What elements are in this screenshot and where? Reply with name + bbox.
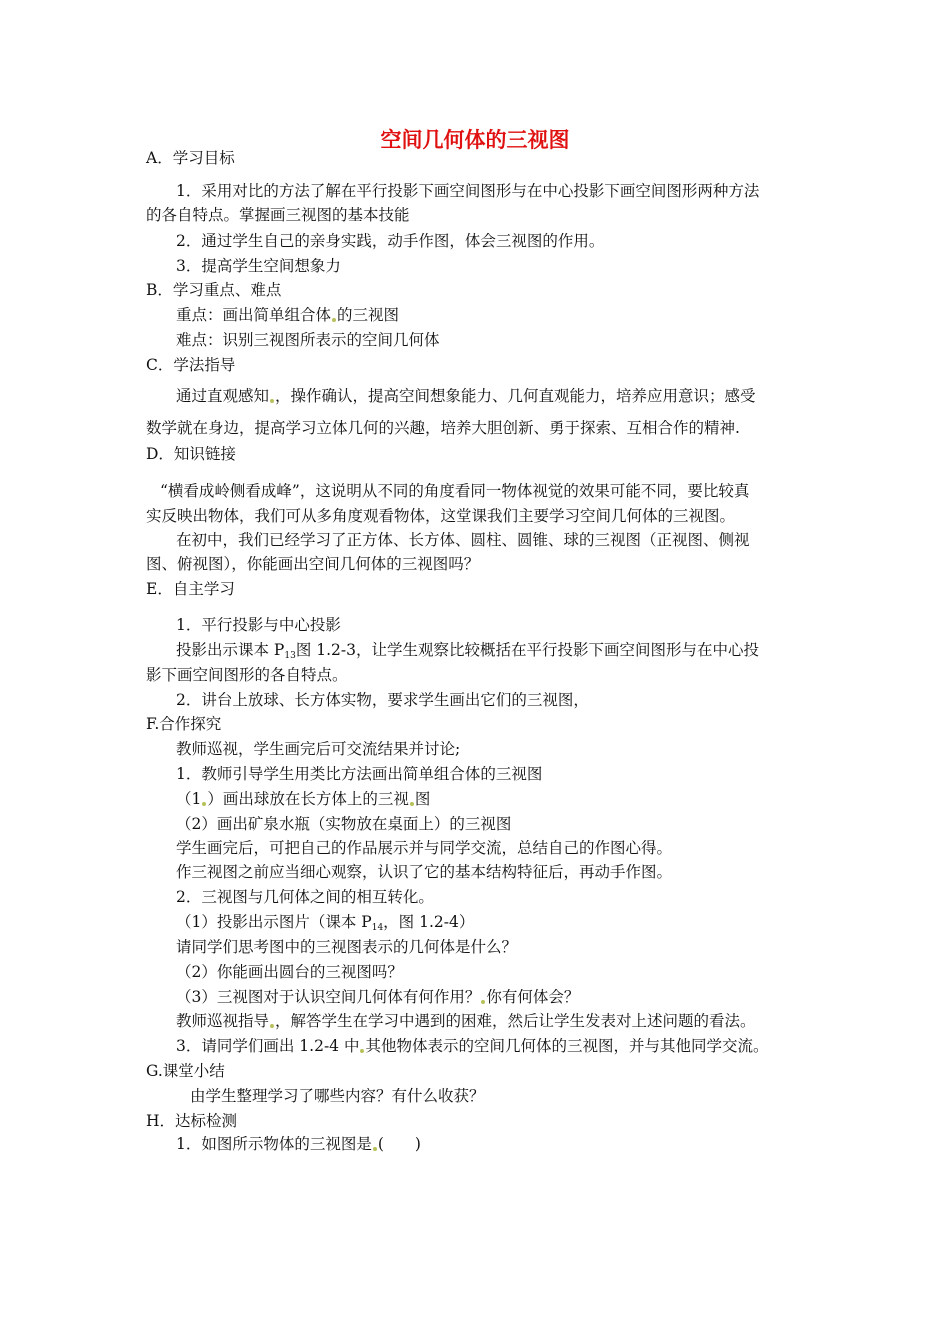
annotation-mark (373, 1147, 377, 1151)
paragraph-line (176, 1134, 421, 1154)
paragraph-line (176, 1011, 756, 1031)
paragraph-line: 学生画完后，可把自己的作品展示并与同学交流，总结自己的作图心得。 (176, 839, 673, 857)
text-span: ，解答学生在学习中遇到的困难，然后让学生发表对上述问题的看法。 (275, 1012, 756, 1030)
paragraph-line: “横看成岭侧看成峰”，这说明从不同的角度看同一物体视觉的效果可能不同，要比较真 (160, 482, 750, 500)
paragraph-line: 1．教师引导学生用类比方法画出简单组合体的三视图 (176, 765, 543, 783)
section-c-heading: C．学法指导 (146, 356, 236, 374)
section-f-heading: F.合作探究 (146, 715, 222, 733)
paragraph-line: 教师巡视，学生画完后可交流结果并讨论; (176, 740, 461, 758)
paragraph-line: 的各自特点。掌握画三视图的基本技能 (146, 206, 410, 224)
section-d-heading: D．知识链接 (146, 445, 236, 463)
text-span: ，图 1.2-4） (383, 913, 475, 931)
paragraph-line: 在初中，我们已经学习了正方体、长方体、圆柱、圆锥、球的三视图（正视图、侧视 (176, 531, 750, 549)
paragraph-line: 1．平行投影与中心投影 (176, 616, 341, 634)
paragraph-line: （2）画出矿泉水瓶（实物放在桌面上）的三视图 (176, 815, 512, 833)
paragraph-line: 作三视图之前应当细心观察，认识了它的基本结构特征后，再动手作图。 (176, 863, 673, 881)
subscript: 13 (284, 651, 296, 661)
annotation-mark (270, 399, 274, 403)
annotation-mark (202, 802, 206, 806)
paragraph-line (176, 912, 474, 938)
paragraph-line (176, 386, 756, 406)
text-span: 教师巡视指导 (176, 1012, 270, 1030)
text-span: （1）投影出示图片（课本 P (176, 913, 372, 931)
paragraph-line: 实反映出物体，我们可从多角度观看物体，这堂课我们主要学习空间几何体的三视图。 (146, 507, 736, 525)
annotation-mark (410, 802, 414, 806)
text-span: 3．请同学们画出 1.2-4 中 (176, 1037, 360, 1055)
text-span: 1．如图所示物体的三视图是 (176, 1135, 372, 1153)
text-span: 图 (414, 790, 431, 808)
section-a-heading: A．学习目标 (146, 149, 235, 167)
annotation-mark (481, 1000, 485, 1004)
paragraph-line: （2）你能画出圆台的三视图吗？ (176, 963, 403, 981)
paragraph-line (176, 1036, 768, 1056)
paragraph-line (176, 987, 579, 1007)
section-b-heading: B．学习重点、难点 (146, 281, 282, 299)
text-span: 重点：画出简单组合体 (176, 306, 332, 324)
paragraph-line: 影下画空间图形的各自特点。 (146, 666, 348, 684)
paragraph-line: 图、俯视图），你能画出空间几何体的三视图吗？ (146, 555, 480, 573)
subscript: 14 (371, 923, 384, 933)
text-span: 其他物体表示的空间几何体的三视图，并与其他同学交流。 (365, 1037, 769, 1055)
paragraph-line (176, 640, 759, 666)
text-span: ，操作确认，提高空间想象能力、几何直观能力，培养应用意识；感受 (275, 387, 756, 405)
text-span: 的三视图 (337, 306, 400, 324)
text-span: 图 1.2-3，让学生观察比较概括在平行投影下画空间图形与在中心投 (295, 641, 759, 659)
text-span: （1 (176, 790, 202, 808)
paragraph-line: 2．讲台上放球、长方体实物，要求学生画出它们的三视图， (176, 691, 589, 709)
paragraph-line: 3．提高学生空间想象力 (176, 257, 341, 275)
paragraph-line (176, 305, 399, 325)
paragraph-line: 请同学们思考图中的三视图表示的几何体是什么？ (176, 938, 518, 956)
paragraph-line: 2．通过学生自己的亲身实践，动手作图，体会三视图的作用。 (176, 232, 605, 250)
paragraph-line (176, 789, 430, 809)
paragraph-line: 由学生整理学习了哪些内容？有什么收获？ (190, 1087, 485, 1105)
text-span: ( ) (377, 1135, 421, 1153)
text-span: 通过直观感知 (176, 387, 270, 405)
section-h-heading: H．达标检测 (146, 1112, 238, 1130)
section-e-heading: E．自主学习 (146, 580, 235, 598)
paragraph-line: 2．三视图与几何体之间的相互转化。 (176, 888, 434, 906)
text-span: 你有何体会？ (486, 988, 580, 1006)
paragraph-line: 1．采用对比的方法了解在平行投影下画空间图形与在中心投影下画空间图形两种方法 (176, 182, 760, 200)
paragraph-line: 难点：识别三视图所表示的空间几何体 (176, 331, 440, 349)
text-span: （3）三视图对于认识空间几何体有何作用？ (176, 988, 481, 1006)
page-title: 空间几何体的三视图 (380, 128, 570, 152)
paragraph-line: 数学就在身边，提高学习立体几何的兴趣，培养大胆创新、勇于探索、互相合作的精神. (146, 419, 740, 437)
annotation-mark (270, 1024, 274, 1028)
section-g-heading: G.课堂小结 (146, 1062, 225, 1080)
text-span: ）画出球放在长方体上的三视 (207, 790, 409, 808)
annotation-mark (332, 318, 336, 322)
annotation-mark (360, 1049, 364, 1053)
text-span: 投影出示课本 P (176, 641, 285, 659)
